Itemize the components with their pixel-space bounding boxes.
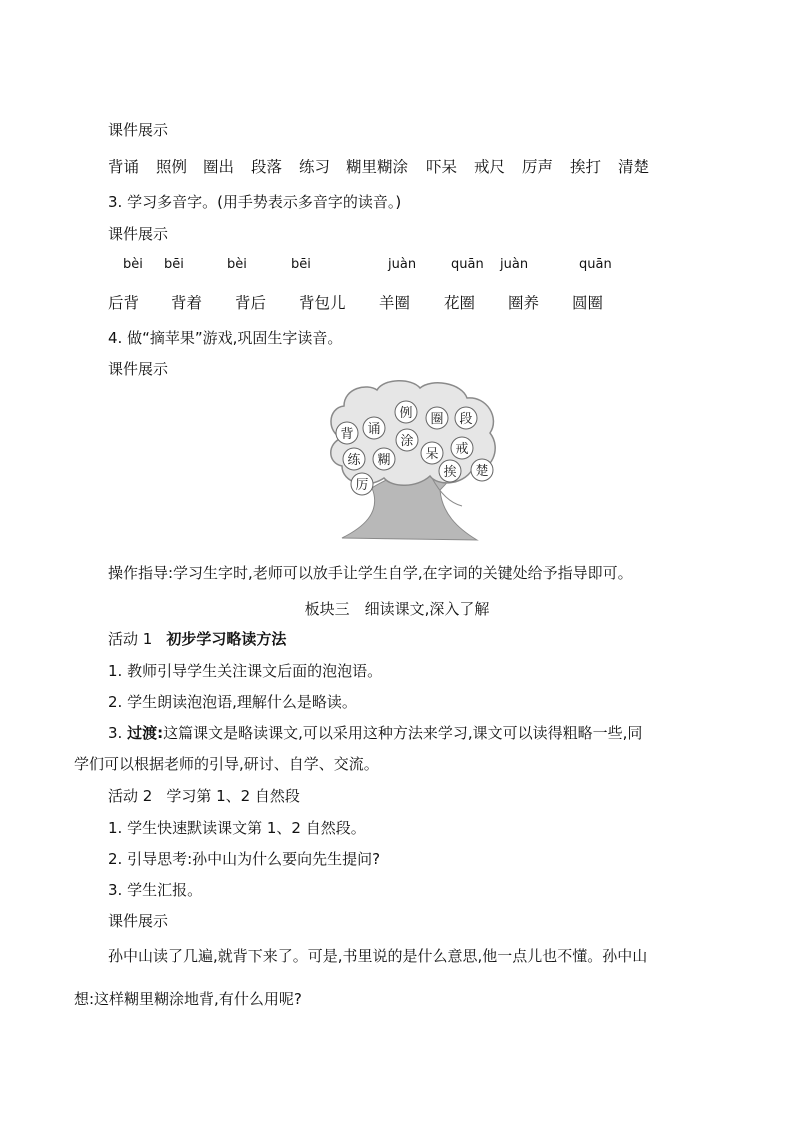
activity-1-title: 初步学习略读方法 [166, 630, 287, 648]
polyphone-word: 圆圈 [572, 294, 604, 312]
courseware-label-4: 课件展示 [108, 912, 169, 930]
activity-1-label: 活动 1 [108, 630, 153, 648]
courseware-label-1: 课件展示 [108, 121, 169, 139]
apple-char: 圈 [430, 412, 444, 427]
pinyin: bèi [123, 257, 143, 272]
apple [343, 448, 365, 470]
item-4: 4. 做“摘苹果”游戏,巩固生字读音。 [108, 329, 343, 347]
apple [336, 422, 358, 444]
pinyin: juàn [500, 257, 529, 272]
vocab-word: 练习 [299, 158, 331, 176]
apple-char: 楚 [475, 464, 489, 479]
item-3: 3. 学习多音字。(用手势表示多音字的读音。) [108, 193, 402, 211]
vocab-word: 清楚 [618, 158, 650, 176]
polyphone-word: 背包儿 [299, 294, 346, 312]
activity-2-label: 活动 2 [108, 787, 153, 805]
apple [455, 407, 477, 429]
activity-1-step-1: 1. 教师引导学生关注课文后面的泡泡语。 [108, 662, 383, 680]
pinyin: juàn [388, 257, 417, 272]
vocab-word: 吓呆 [426, 158, 458, 176]
apple [471, 459, 493, 481]
activity-2-step-2: 2. 引导思考:孙中山为什么要向先生提问? [108, 850, 381, 868]
vocab-word: 厉声 [522, 158, 554, 176]
vocab-word: 背诵 [108, 158, 140, 176]
apple [451, 437, 473, 459]
activity-1-step-3 [108, 723, 642, 743]
vocab-word: 段落 [251, 158, 283, 176]
activity-1-step-3-cont: 学们可以根据老师的引导,研讨、自学、交流。 [74, 755, 379, 773]
apple [421, 442, 443, 464]
apple-char: 挨 [443, 465, 457, 480]
apple-char: 糊 [377, 453, 391, 468]
polyphone-word: 羊圈 [379, 294, 411, 312]
vocab-word: 照例 [156, 158, 188, 176]
operation-guidance: 操作指导:学习生字时,老师可以放手让学生自学,在字词的关键处给予指导即可。 [108, 564, 633, 582]
section-title: 板块三 细读课文,深入了解 [304, 600, 490, 618]
activity-1-heading [108, 629, 286, 649]
courseware-label-2: 课件展示 [108, 225, 169, 243]
apple-tree-illustration [322, 378, 502, 544]
transition-text: 这篇课文是略读课文,可以采用这种方法来学习,课文可以读得粗略一些,同 [163, 724, 643, 742]
activity-2-step-3: 3. 学生汇报。 [108, 881, 203, 899]
apple [439, 460, 461, 482]
apple-char: 背 [340, 427, 354, 442]
pinyin: bèi [227, 257, 247, 272]
apple-char: 例 [399, 406, 413, 421]
apple [396, 429, 418, 451]
polyphone-word: 后背 [108, 294, 140, 312]
vocab-word: 挨打 [570, 158, 602, 176]
polyphone-word: 背后 [235, 294, 267, 312]
activity-2-title: 学习第 1、2 自然段 [166, 787, 300, 805]
apple-char: 戒 [455, 442, 469, 457]
apple-char: 练 [347, 453, 361, 468]
apple-char: 诵 [367, 422, 381, 437]
vocab-word: 圈出 [203, 158, 235, 176]
apple [395, 401, 417, 423]
courseware-label-3: 课件展示 [108, 360, 169, 378]
quote-line-2: 想:这样糊里糊涂地背,有什么用呢? [74, 990, 302, 1008]
vocab-word: 戒尺 [474, 158, 506, 176]
polyphone-word: 背着 [171, 294, 203, 312]
pinyin: quān [451, 257, 484, 272]
apple-char: 呆 [425, 447, 439, 462]
step-number: 3. [108, 724, 128, 742]
pinyin: bēi [164, 257, 184, 272]
vocab-word: 糊里糊涂 [346, 158, 409, 176]
apple [363, 417, 385, 439]
pinyin: quān [579, 257, 612, 272]
activity-1-step-2: 2. 学生朗读泡泡语,理解什么是略读。 [108, 693, 357, 711]
apple [373, 448, 395, 470]
polyphone-word: 圈养 [508, 294, 540, 312]
quote-line-1: 孙中山读了几遍,就背下来了。可是,书里说的是什么意思,他一点儿也不懂。孙中山 [108, 947, 648, 965]
pinyin: bēi [291, 257, 311, 272]
apple [351, 473, 373, 495]
apple-char: 涂 [400, 434, 414, 449]
apple-char: 厉 [355, 478, 369, 493]
apple [426, 407, 448, 429]
activity-2-step-1: 1. 学生快速默读课文第 1、2 自然段。 [108, 819, 366, 837]
activity-2-heading [108, 786, 300, 806]
polyphone-word: 花圈 [444, 294, 476, 312]
apple-char: 段 [459, 412, 473, 427]
transition-label: 过渡: [127, 724, 164, 742]
